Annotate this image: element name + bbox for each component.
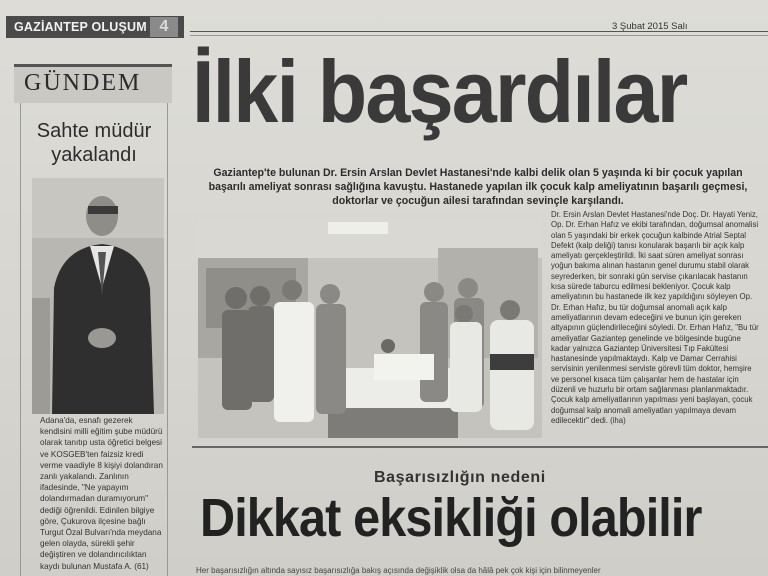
issue-date: 3 Şubat 2015 Salı (612, 21, 688, 32)
main-headline: İlki başardılar (192, 42, 687, 141)
suspect-figure (32, 178, 164, 414)
hospital-scene (198, 218, 542, 438)
sidebar-title-line2: yakalandı (51, 144, 137, 166)
second-article-headline: Dikkat eksikliği olabilir (200, 488, 702, 548)
top-rule-secondary (190, 35, 768, 36)
sidebar-title-line1: Sahte müdür (36, 120, 152, 142)
article-divider (192, 446, 768, 448)
second-article-kicker: Başarısızlığın nedeni (374, 469, 546, 486)
second-article-first-line: Her başarısızlığın altında sayısız başarısızlığa bakış açısında değişiklik olsa da hâlâ pek çok kişi için bilinmeyenler (196, 566, 601, 575)
suspect-photo (32, 178, 164, 414)
article-lede: Gaziantep'te bulunan Dr. Ersin Arslan Devlet Hastanesi'nde kalbi delik olan 5 yaşında ki bir çocuk yapılan başarılı ameliyat sonrası sağlığına kavuştu. Hastanede yapılan ilk çocuk kalp ameliyatının başarılı geçmesi, doktorlar ve çocuğun ailesi tarafından sevinçle karşılandı. (208, 167, 748, 207)
article-body: Dr. Ersin Arslan Devlet Hastanesi'nde Doç. Dr. Hayati Yeniz, Op. Dr. Erhan Hafız ve ekibi tarafından, doğumsal anomalisi olan 5 yaşındaki bir erkek çocuğun kalbinde Atrial Septal Defekt (kalp deliği) tanısı konularak başarılı bir açık kalp ameliyatı gerçekleştirildi. İki saat süren ameliyat sonrası yoğun bakıma alınan hastanın genel durumu stabil olarak seyrederken, bir sonraki gün servise çıkarılacak hastanın kısa sürede taburcu edilmesi bekleniyor. Çocuk kalp ameliyatının bu hastanede ilk kez yapıldığını söyleyen Op. Dr. Erhan Hafız, bu tür doğumsal anomali açık kalp ameliyatlarının devam edeceğini ve bunun için gereken altyapının güçlendirileceğini söyledi. Dr. Erhan Hafız, "Bu tür ameliyatlar Gaziantep genelinde ve bölgesinde bugüne kadar yalnızca Gaziantep Üniversitesi Tıp Fakültesi hastanesinde yapılmaktaydı. Kalp ve Damar Cerrahisi servisinin yenilenmesi serviste görevli tüm doktor, hemşire ve personel kısaca tüm çalışanlar hem de hastalar için düzenli ve huzurlu bir ortam sağlanması planlanmaktadır. Çocuk kalp ameliyatlarının yapılması yeni başlayan, çocuk doğumsal kalp anomali ameliyatları yapılmaya devam edilecektir" dedi. (iha) (551, 210, 759, 425)
page-number: 4 (150, 17, 178, 37)
hospital-group-photo (198, 218, 542, 438)
section-name: GAZİANTEP OLUŞUM (14, 20, 147, 34)
sidebar-title (24, 119, 164, 167)
sidebar-body: Adana'da, esnafı gezerek kendisini milli eğitim şube müdürü olarak tanıtıp usta öğretici belgesi ve KOSGEB'ten faizsiz kredi verme vaadiyle 8 kişiyi dolandıran zanlı yakalandı. Zanlının ifadesinde, "Ne yapayım dolandırmadan duramıyorum" dediği öğrenildi. Edinilen bilgiye göre, Çukurova ilçesine bağlı Turgut Özal Bulvarı'nda meydana gelen olayda, sürekli şehir değiştiren ve dolandırıcılıktan kaydı bulunan Mustafa A. (61) (40, 416, 163, 571)
gundem-label: GÜNDEM (24, 70, 142, 96)
